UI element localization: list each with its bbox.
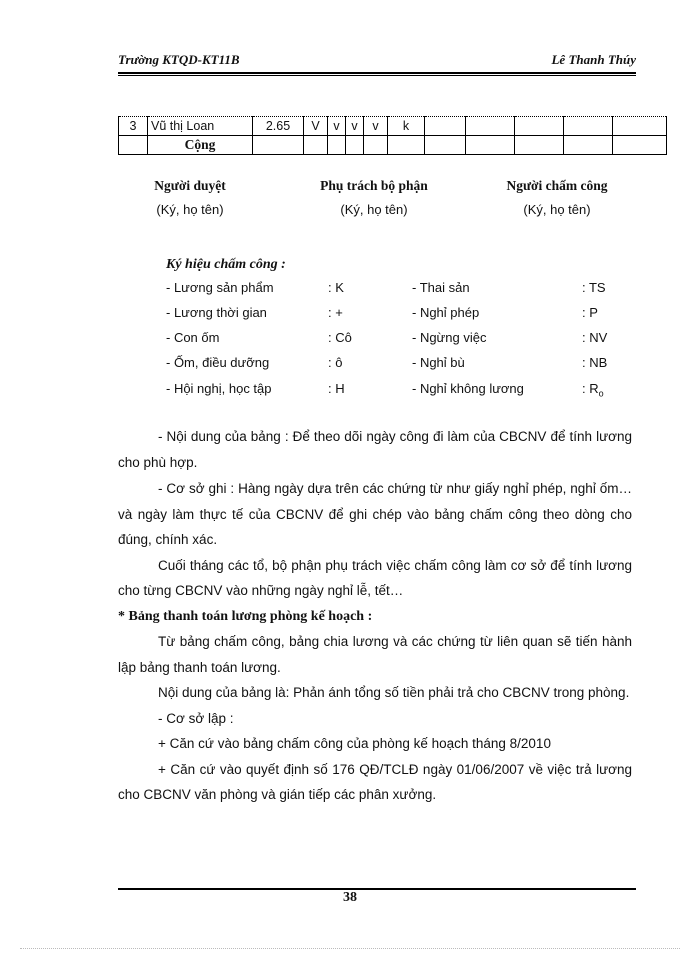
cell-empty (364, 136, 388, 155)
signature-timekeeper (457, 178, 657, 217)
legend-label: - Lương thời gian (166, 305, 267, 320)
section-heading: * Bảng thanh toán lương phòng kế hoạch : (118, 608, 373, 624)
cell-empty (253, 136, 304, 155)
header-rule (118, 72, 636, 74)
paragraph: Cuối tháng các tổ, bộ phận phụ trách việc chấm công làm cơ sở để tính lương cho từng CBCNV vào những ngày nghỉ lễ, tết… (118, 557, 632, 598)
paragraph: - Nội dung của bảng : Để theo dõi ngày công đi làm của CBCNV để tính lương cho phù hợp. (118, 429, 632, 470)
paragraph: + Căn cứ vào quyết định số 176 QĐ/TCLĐ ngày 01/06/2007 về việc trả lương cho CBCNV văn phòng và gián tiếp các phân xưởng. (118, 761, 632, 802)
signature-sub: (Ký, họ tên) (523, 202, 591, 217)
cell-empty (466, 117, 515, 136)
cell-empty (388, 136, 425, 155)
cell-empty (613, 136, 667, 155)
legend-code-subscript: o (598, 388, 604, 399)
signature-supervisor (274, 178, 474, 217)
legend-code: : TS (582, 280, 606, 295)
attendance-table (118, 116, 667, 155)
cell-day: v (346, 117, 364, 136)
cell-day: k (388, 117, 425, 136)
cell-empty (515, 136, 564, 155)
legend-code: : Cô (328, 330, 352, 345)
legend-label: - Con ốm (166, 330, 220, 345)
legend-label: - Nghỉ không lương (412, 381, 524, 396)
cell-empty (328, 136, 346, 155)
table-total-row (119, 136, 667, 155)
legend-label: - Nghỉ phép (412, 305, 480, 320)
cell-coef: 2.65 (253, 117, 304, 136)
legend-code: : H (328, 381, 345, 396)
legend-code: : NB (582, 355, 608, 370)
legend-label: - Ốm, điều dưỡng (166, 355, 270, 370)
legend-label: - Nghỉ bù (412, 355, 465, 370)
cell-stt: 3 (119, 117, 148, 136)
cell-empty (425, 117, 466, 136)
cell-empty (515, 117, 564, 136)
legend-label: - Thai sản (412, 280, 470, 295)
page-number: 38 (343, 890, 357, 905)
legend-code: : + (328, 305, 343, 320)
header-school: Trường KTQD-KT11B (118, 52, 240, 67)
cell-empty (346, 136, 364, 155)
legend-code-text: : R (582, 381, 599, 396)
signature-sub: (Ký, họ tên) (156, 202, 224, 217)
paragraph: Từ bảng chấm công, bảng chia lương và các chứng từ liên quan sẽ tiến hành lập bảng thanh toán lương. (118, 634, 632, 675)
cell-empty (564, 117, 613, 136)
signature-approver (90, 178, 290, 217)
cell-empty (304, 136, 328, 155)
paragraph: Nội dung của bảng là: Phản ánh tổng số tiền phải trả cho CBCNV trong phòng. (158, 685, 630, 700)
cell-name: Vũ thị Loan (148, 117, 253, 136)
legend-code: : K (328, 280, 344, 295)
cell-day: V (304, 117, 328, 136)
cell-empty (119, 136, 148, 155)
cell-day: v (328, 117, 346, 136)
paragraph: - Cơ sở ghi : Hàng ngày dựa trên các chứng từ như giấy nghỉ phép, nghỉ ốm…và ngày làm thực tế của CBCNV để ghi chép vào bảng chấm công theo dòng cho đúng, chính xác. (118, 481, 632, 547)
legend-code (582, 381, 604, 399)
signature-title: Phụ trách bộ phận (320, 178, 428, 193)
legend-code: : NV (582, 330, 608, 345)
signature-title: Người duyệt (154, 178, 226, 193)
legend-code: : P (582, 305, 598, 320)
signature-sub: (Ký, họ tên) (340, 202, 408, 217)
cell-day: v (364, 117, 388, 136)
legend-label: - Ngừng việc (412, 330, 487, 345)
legend-code: : ô (328, 355, 343, 370)
body-text (118, 424, 632, 808)
table-row (119, 117, 667, 136)
paragraph: - Cơ sở lập : (158, 710, 234, 726)
signature-block (0, 178, 700, 228)
header-rule-thin (118, 75, 636, 76)
signature-title: Người chấm công (506, 178, 608, 193)
page-header (118, 52, 636, 72)
cell-empty (425, 136, 466, 155)
cell-empty (564, 136, 613, 155)
cell-empty (613, 117, 667, 136)
paragraph: + Căn cứ vào bảng chấm công của phòng kế hoạch tháng 8/2010 (158, 736, 551, 751)
legend-label: - Lương sản phẩm (166, 280, 274, 295)
legend-label: - Hội nghị, học tập (166, 381, 272, 396)
page-bottom-dotted-line (20, 948, 680, 949)
legend-title: Ký hiệu chấm công : (166, 257, 286, 272)
cell-total-label: Cộng (148, 136, 253, 155)
header-author: Lê Thanh Thúy (551, 52, 636, 67)
cell-empty (466, 136, 515, 155)
